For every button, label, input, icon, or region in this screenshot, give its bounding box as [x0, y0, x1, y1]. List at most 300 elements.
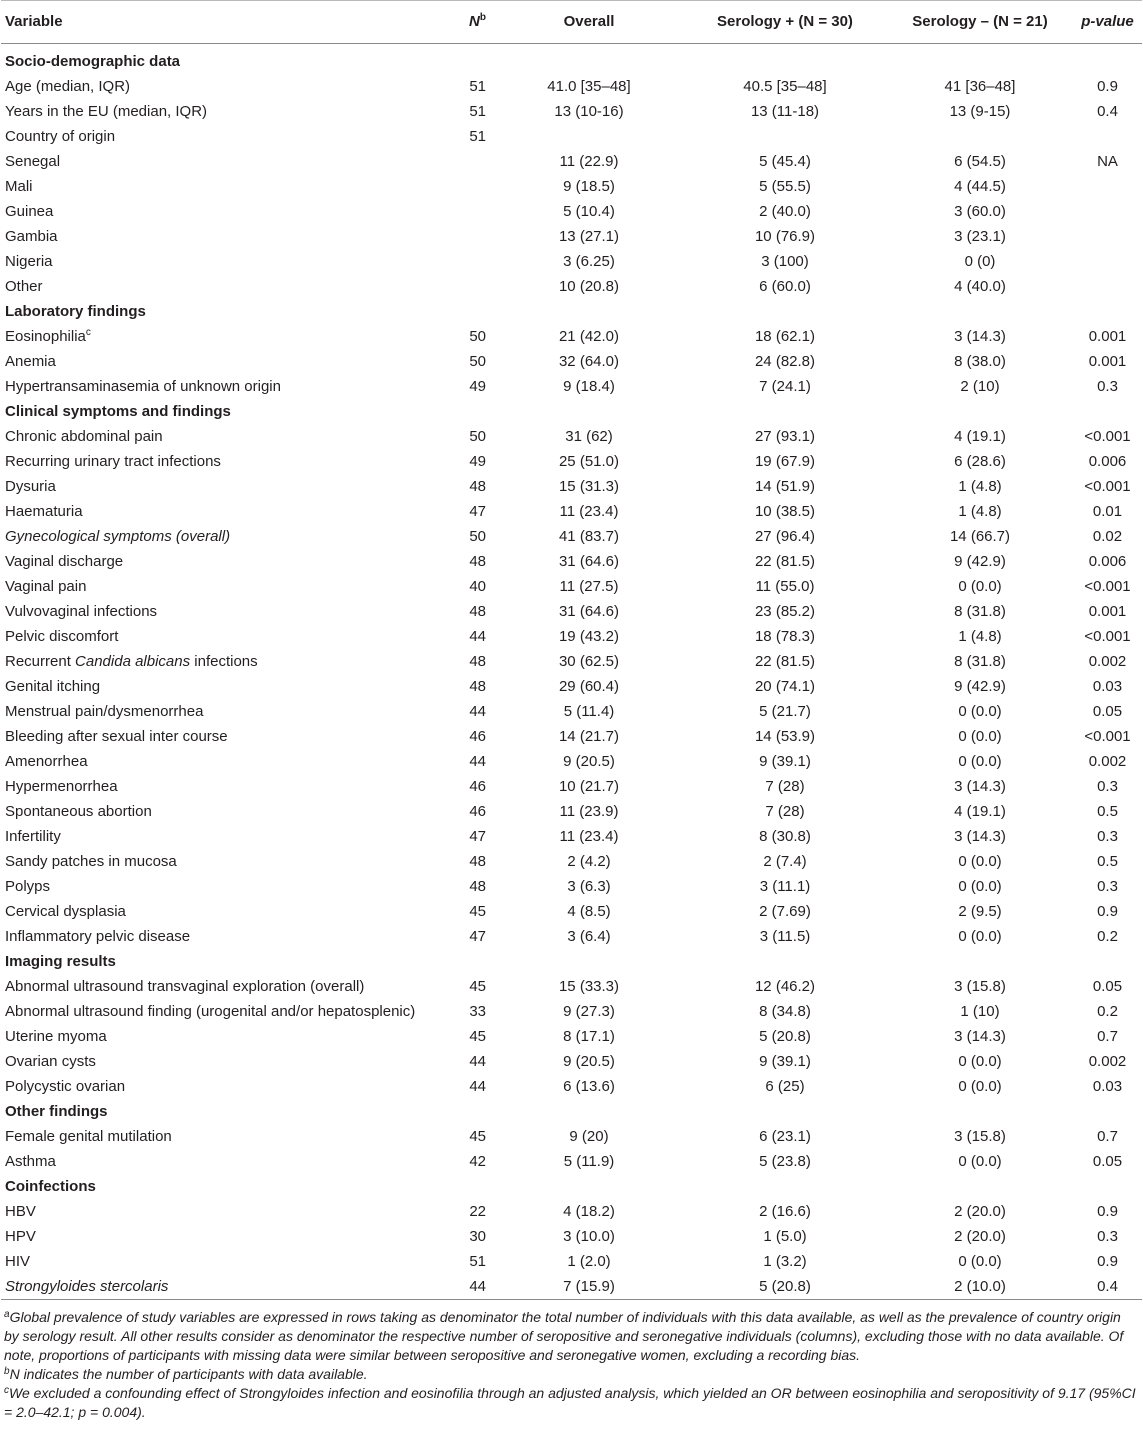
- overall-cell: 41 (83.7): [558, 528, 620, 545]
- overall-cell: 11 (23.9): [559, 803, 619, 820]
- table-row: [1, 424, 1142, 449]
- p-value-cell: 0.9: [1097, 1203, 1118, 1220]
- variable-label: Genital itching: [5, 678, 101, 695]
- table-row: [1, 1224, 1142, 1249]
- serology-positive-cell: 1 (5.0): [763, 1228, 807, 1245]
- serology-positive-cell: 6 (23.1): [759, 1128, 811, 1145]
- overall-cell: 10 (21.7): [558, 778, 620, 795]
- variable-cell: [1, 374, 433, 399]
- serology-negative-cell: 4 (40.0): [954, 278, 1006, 295]
- table-body: [1, 44, 1142, 1300]
- serology-positive-cell: 5 (21.7): [759, 703, 811, 720]
- variable-label: Cervical dysplasia: [5, 903, 126, 920]
- p-value-cell: [1073, 199, 1142, 224]
- variable-label-part: Candida albicans: [75, 653, 191, 670]
- p-value-cell: 0.3: [1097, 1228, 1118, 1245]
- overall-cell: 32 (64.0): [558, 353, 620, 370]
- n-cell: 48: [469, 678, 486, 695]
- n-cell: 50: [469, 428, 486, 445]
- variable-label: Infertility: [5, 828, 61, 845]
- overall-cell: 14 (21.7): [558, 728, 620, 745]
- n-cell: 30: [469, 1228, 486, 1245]
- serology-positive-cell: 13 (11-18): [750, 103, 820, 120]
- serology-positive-cell: 2 (40.0): [759, 203, 811, 220]
- serology-positive-cell: 22 (81.5): [754, 653, 816, 670]
- variable-label: HBV: [5, 1203, 36, 1220]
- table-row: [1, 124, 1142, 149]
- variable-label: Hypermenorrhea: [5, 778, 118, 795]
- table-row: [1, 1249, 1142, 1274]
- variable-cell: [1, 1024, 433, 1049]
- table-row: [1, 99, 1142, 124]
- overall-cell: 1 (2.0): [567, 1253, 611, 1270]
- overall-cell: 11 (27.5): [559, 578, 619, 595]
- table-row: [1, 599, 1142, 624]
- variable-label: Anemia: [5, 353, 56, 370]
- overall-cell: 21 (42.0): [558, 328, 620, 345]
- table-row: [1, 224, 1142, 249]
- n-cell: 49: [469, 378, 486, 395]
- variable-cell: [1, 499, 433, 524]
- p-value-cell: [1073, 174, 1142, 199]
- variable-cell: [1, 849, 433, 874]
- overall-cell: 11 (23.4): [559, 503, 619, 520]
- serology-negative-cell: 9 (42.9): [954, 553, 1006, 570]
- p-value-cell: 0.05: [1092, 703, 1123, 720]
- serology-positive-cell: 14 (51.9): [754, 478, 816, 495]
- p-value-cell: 0.05: [1092, 1153, 1123, 1170]
- overall-cell: 5 (11.9): [563, 1153, 615, 1170]
- serology-negative-cell: 4 (19.1): [954, 428, 1006, 445]
- n-cell: 42: [469, 1153, 486, 1170]
- header-variable: Variable: [1, 1, 433, 44]
- p-value-cell: [1073, 249, 1142, 274]
- header-serology-positive: Serology + (N = 30): [683, 1, 887, 44]
- n-cell: 44: [469, 1078, 486, 1095]
- p-value-cell: [1073, 124, 1142, 149]
- table-row: [1, 1074, 1142, 1099]
- table-row: [1, 849, 1142, 874]
- variable-label: HIV: [5, 1253, 31, 1270]
- variable-cell: [1, 1274, 433, 1300]
- p-value-cell: <0.001: [1084, 728, 1131, 745]
- serology-negative-cell: 4 (44.5): [954, 178, 1006, 195]
- overall-cell: 13 (10-16): [554, 103, 624, 120]
- overall-cell: 3 (6.25): [563, 253, 615, 270]
- serology-positive-cell: [683, 124, 887, 149]
- variable-cell: [1, 974, 433, 999]
- header-serology-negative: Serology – (N = 21): [887, 1, 1073, 44]
- section-heading: Other findings: [5, 1103, 108, 1120]
- serology-positive-cell: 6 (25): [765, 1078, 805, 1095]
- n-cell: 48: [469, 653, 486, 670]
- table-row: [1, 999, 1142, 1024]
- table-row: [1, 274, 1142, 299]
- variable-cell: [1, 474, 433, 499]
- overall-cell: 4 (18.2): [563, 1203, 615, 1220]
- p-value-cell: 0.001: [1088, 328, 1127, 345]
- serology-negative-cell: 3 (14.3): [954, 1028, 1006, 1045]
- variable-label: Female genital mutilation: [5, 1128, 172, 1145]
- table-row: [1, 774, 1142, 799]
- section-row: [1, 1099, 1142, 1124]
- variable-label: Years in the EU (median, IQR): [5, 103, 208, 120]
- n-cell: 51: [469, 78, 486, 95]
- n-cell: 22: [469, 1203, 486, 1220]
- table-row: [1, 1049, 1142, 1074]
- header-n: $N^b$: [433, 1, 495, 44]
- serology-positive-cell: 27 (93.1): [754, 428, 816, 445]
- n-cell: 48: [469, 878, 486, 895]
- section-row: [1, 299, 1142, 324]
- serology-negative-cell: 0 (0.0): [958, 753, 1002, 770]
- serology-negative-cell: 3 (14.3): [954, 828, 1006, 845]
- header-overall: Overall: [495, 1, 683, 44]
- overall-cell: 11 (22.9): [559, 153, 619, 170]
- variable-cell: [1, 449, 433, 474]
- overall-cell: 15 (31.3): [558, 478, 620, 495]
- serology-positive-cell: 5 (20.8): [759, 1028, 811, 1045]
- variable-cell: [1, 349, 433, 374]
- overall-cell: 25 (51.0): [558, 453, 620, 470]
- variable-cell: [1, 999, 433, 1024]
- variable-cell: [1, 599, 433, 624]
- overall-cell: 7 (15.9): [495, 1274, 683, 1300]
- serology-positive-cell: 5 (20.8): [683, 1274, 887, 1300]
- p-value-cell: <0.001: [1084, 478, 1131, 495]
- n-cell: 46: [469, 728, 486, 745]
- serology-positive-cell: 23 (85.2): [754, 603, 816, 620]
- variable-label: Vulvovaginal infections: [5, 603, 158, 620]
- variable-label: Sandy patches in mucosa: [5, 853, 177, 870]
- n-cell: [433, 274, 495, 299]
- variable-label: Polycystic ovarian: [5, 1078, 126, 1095]
- p-value-cell: <0.001: [1084, 578, 1131, 595]
- variable-label: Vaginal discharge: [5, 553, 124, 570]
- overall-cell: 31 (62): [565, 428, 613, 445]
- variable-label: Asthma: [5, 1153, 56, 1170]
- n-cell: 47: [469, 928, 486, 945]
- variable-label: Haematuria: [5, 503, 83, 520]
- variable-cell: [1, 1224, 433, 1249]
- n-cell: 51: [469, 1253, 486, 1270]
- section-heading: Clinical symptoms and findings: [5, 403, 231, 420]
- p-value-cell: 0.002: [1088, 653, 1127, 670]
- header-p-value: p-value: [1073, 1, 1142, 44]
- overall-cell: 4 (8.5): [567, 903, 611, 920]
- table-row: [1, 1149, 1142, 1174]
- overall-cell: 3 (6.3): [567, 878, 611, 895]
- serology-positive-cell: 3 (11.1): [759, 878, 811, 895]
- overall-cell: 5 (11.4): [563, 703, 615, 720]
- p-value-cell: 0.3: [1097, 378, 1118, 395]
- p-value-cell: 0.5: [1097, 853, 1118, 870]
- overall-cell: 3 (6.4): [567, 928, 611, 945]
- n-cell: 33: [469, 1003, 486, 1020]
- n-cell: 44: [469, 753, 486, 770]
- variable-cell: [1, 799, 433, 824]
- n-cell: 48: [469, 553, 486, 570]
- table-row: [1, 699, 1142, 724]
- table-row: [1, 1199, 1142, 1224]
- table-row: [1, 149, 1142, 174]
- variable-label: Abnormal ultrasound transvaginal exploration (overall): [5, 978, 365, 995]
- n-cell: [433, 249, 495, 274]
- overall-cell: 15 (33.3): [558, 978, 620, 995]
- serology-negative-cell: 0 (0.0): [958, 853, 1002, 870]
- section-row: [1, 1174, 1142, 1199]
- n-cell: [433, 174, 495, 199]
- variable-cell: [1, 124, 433, 149]
- variable-label: Pelvic discomfort: [5, 628, 119, 645]
- variable-label: Dysuria: [5, 478, 56, 495]
- serology-negative-cell: 3 (14.3): [954, 778, 1006, 795]
- variable-cell: [1, 1124, 433, 1149]
- variable-cell: [1, 99, 433, 124]
- footnote-mark: c: [85, 327, 91, 338]
- n-cell: 44: [469, 703, 486, 720]
- overall-cell: 19 (43.2): [558, 628, 620, 645]
- serology-positive-cell: 3 (100): [761, 253, 809, 270]
- serology-negative-cell: 0 (0.0): [958, 1078, 1002, 1095]
- serology-negative-cell: 41 [36–48]: [944, 78, 1016, 95]
- variable-label: Spontaneous abortion: [5, 803, 152, 820]
- variable-cell: [1, 249, 433, 274]
- serology-negative-cell: 0 (0.0): [958, 878, 1002, 895]
- table-row: [1, 549, 1142, 574]
- footnote: [4, 1308, 1139, 1365]
- variable-cell: [1, 874, 433, 899]
- serology-positive-cell: 5 (55.5): [759, 178, 811, 195]
- table-row: [1, 474, 1142, 499]
- serology-positive-cell: 7 (28): [765, 778, 805, 795]
- variable-label: Menstrual pain/dysmenorrhea: [5, 703, 204, 720]
- serology-positive-cell: 19 (67.9): [754, 453, 816, 470]
- n-cell: 49: [469, 453, 486, 470]
- variable-label: Eosinophilia: [5, 328, 86, 345]
- serology-positive-cell: 8 (34.8): [759, 1003, 811, 1020]
- footnote: [4, 1365, 1139, 1384]
- p-value-cell: [1073, 274, 1142, 299]
- serology-negative-cell: 0 (0.0): [958, 1153, 1002, 1170]
- serology-negative-cell: 2 (10.0): [887, 1274, 1073, 1300]
- footnote-text: Global prevalence of study variables are expressed in rows taking as denominator the total number of individuals with this data available, as well as the prevalence of country origin by serology result. All other results consider as denominator the respective number of seropositive and seronegative individuals (columns), excluding those with no data available. Of note, proportions of participants with missing data were similar between seropositive and seronegative women, excluding a recording bias.: [4, 1309, 1124, 1363]
- n-cell: 47: [469, 828, 486, 845]
- variable-cell: [1, 74, 433, 99]
- n-cell: 51: [469, 128, 486, 145]
- overall-cell: 29 (60.4): [558, 678, 620, 695]
- variable-label: Vaginal pain: [5, 578, 87, 595]
- variable-label: Other: [5, 278, 43, 295]
- serology-positive-cell: 8 (30.8): [759, 828, 811, 845]
- variable-cell: [1, 624, 433, 649]
- p-value-cell: 0.002: [1088, 1053, 1127, 1070]
- table-row: [1, 374, 1142, 399]
- p-value-cell: 0.3: [1097, 778, 1118, 795]
- serology-negative-cell: 2 (10): [960, 378, 1000, 395]
- serology-positive-cell: 22 (81.5): [754, 553, 816, 570]
- footnote-text: N indicates the number of participants with data available.: [9, 1366, 368, 1382]
- table-row: [1, 524, 1142, 549]
- variable-label: HPV: [5, 1228, 36, 1245]
- overall-cell: 13 (27.1): [558, 228, 620, 245]
- p-value-cell: 0.002: [1088, 753, 1127, 770]
- serology-negative-cell: 8 (31.8): [954, 603, 1006, 620]
- serology-negative-cell: 2 (9.5): [958, 903, 1002, 920]
- variable-label: Polyps: [5, 878, 51, 895]
- variable-cell: [1, 924, 433, 949]
- variable-cell: [1, 174, 433, 199]
- serology-negative-cell: 0 (0.0): [958, 1253, 1002, 1270]
- p-value-cell: 0.7: [1097, 1028, 1118, 1045]
- overall-cell: 3 (10.0): [563, 1228, 615, 1245]
- variable-label: Strongyloides stercolaris: [5, 1278, 169, 1295]
- overall-cell: 9 (20.5): [563, 753, 615, 770]
- table-row: [1, 1024, 1142, 1049]
- p-value-cell: 0.7: [1097, 1128, 1118, 1145]
- serology-negative-cell: 3 (15.8): [954, 978, 1006, 995]
- variable-label: Amenorrhea: [5, 753, 88, 770]
- overall-cell: 9 (20.5): [563, 1053, 615, 1070]
- table-row: [1, 824, 1142, 849]
- serology-negative-cell: 0 (0): [964, 253, 996, 270]
- footnote-label: a: [4, 1309, 10, 1320]
- serology-negative-cell: 9 (42.9): [954, 678, 1006, 695]
- serology-negative-cell: 3 (23.1): [954, 228, 1006, 245]
- serology-positive-cell: 27 (96.4): [754, 528, 816, 545]
- section-heading: Socio-demographic data: [5, 53, 181, 70]
- variable-label: Gynecological symptoms (overall): [5, 528, 231, 545]
- p-value-cell: 0.3: [1097, 828, 1118, 845]
- serology-positive-cell: 5 (45.4): [759, 153, 811, 170]
- overall-cell: 9 (18.5): [563, 178, 615, 195]
- table-row: [1, 624, 1142, 649]
- n-cell: 45: [469, 1128, 486, 1145]
- serology-positive-cell: 7 (28): [765, 803, 805, 820]
- variable-label: Age (median, IQR): [5, 78, 131, 95]
- footnote-text: We excluded a confounding effect of Strongyloides infection and eosinofilia through an adjusted analysis, which yielded an OR between eosinophilia and seropositivity of 9.17 (95%CI = 2.0–42.1; p = 0.004).: [4, 1385, 1136, 1420]
- serology-positive-cell: 40.5 [35–48]: [743, 78, 827, 95]
- overall-cell: 31 (64.6): [558, 553, 620, 570]
- serology-negative-cell: 3 (60.0): [954, 203, 1006, 220]
- serology-negative-cell: 4 (19.1): [954, 803, 1006, 820]
- variable-label: Chronic abdominal pain: [5, 428, 163, 445]
- serology-negative-cell: [887, 124, 1073, 149]
- section-row: [1, 44, 1142, 75]
- n-cell: 51: [469, 103, 486, 120]
- table-row: [1, 174, 1142, 199]
- variable-cell: [1, 649, 433, 674]
- variable-cell: [1, 1074, 433, 1099]
- n-cell: 45: [469, 978, 486, 995]
- n-cell: 48: [469, 478, 486, 495]
- variable-label-part: infections: [190, 653, 258, 670]
- variable-label: Hypertransaminasemia of unknown origin: [5, 378, 281, 395]
- overall-cell: 9 (20): [569, 1128, 609, 1145]
- serology-negative-cell: 0 (0.0): [958, 703, 1002, 720]
- variable-cell: [1, 149, 433, 174]
- variable-label: Recurring urinary tract infections: [5, 453, 221, 470]
- serology-positive-cell: 9 (39.1): [759, 1053, 811, 1070]
- n-cell: 47: [469, 503, 486, 520]
- p-value-cell: 0.001: [1088, 353, 1127, 370]
- variable-label: Uterine myoma: [5, 1028, 107, 1045]
- serology-positive-cell: 6 (60.0): [759, 278, 811, 295]
- overall-cell: 41.0 [35–48]: [547, 78, 631, 95]
- variable-cell: [1, 424, 433, 449]
- n-cell: 50: [469, 353, 486, 370]
- variable-label: Guinea: [5, 203, 54, 220]
- serology-positive-cell: 5 (23.8): [759, 1153, 811, 1170]
- section-row: [1, 949, 1142, 974]
- n-cell: 50: [469, 328, 486, 345]
- n-cell: 46: [469, 803, 486, 820]
- overall-cell: 6 (13.6): [563, 1078, 615, 1095]
- variable-cell: [1, 724, 433, 749]
- table-row: [1, 749, 1142, 774]
- overall-cell: [495, 124, 683, 149]
- table-row: [1, 674, 1142, 699]
- serology-positive-cell: 2 (7.69): [759, 903, 811, 920]
- p-value-cell: 0.03: [1092, 1078, 1123, 1095]
- footnote-label: c: [4, 1385, 9, 1396]
- p-value-cell: 0.4: [1097, 103, 1118, 120]
- p-value-cell: 0.006: [1088, 553, 1127, 570]
- table-row: [1, 499, 1142, 524]
- table-row: [1, 574, 1142, 599]
- serology-negative-cell: 2 (20.0): [954, 1228, 1006, 1245]
- table-row: [1, 924, 1142, 949]
- table-row: [1, 349, 1142, 374]
- serology-negative-cell: 0 (0.0): [958, 928, 1002, 945]
- table-row: [1, 874, 1142, 899]
- serology-positive-cell: 1 (3.2): [763, 1253, 807, 1270]
- serology-positive-cell: 18 (78.3): [754, 628, 816, 645]
- variable-label: Country of origin: [5, 128, 116, 145]
- variable-cell: [1, 549, 433, 574]
- serology-positive-cell: 12 (46.2): [754, 978, 816, 995]
- overall-cell: 9 (27.3): [563, 1003, 615, 1020]
- p-value-cell: 0.03: [1092, 678, 1123, 695]
- n-cell: [433, 149, 495, 174]
- n-cell: 48: [469, 853, 486, 870]
- serology-positive-cell: 10 (76.9): [754, 228, 816, 245]
- table-row: [1, 724, 1142, 749]
- p-value-cell: 0.006: [1088, 453, 1127, 470]
- serology-negative-cell: 13 (9-15): [949, 103, 1011, 120]
- serology-negative-cell: 1 (4.8): [958, 503, 1002, 520]
- overall-cell: 31 (64.6): [558, 603, 620, 620]
- p-value-cell: 0.9: [1097, 1253, 1118, 1270]
- serology-negative-cell: 6 (54.5): [954, 153, 1006, 170]
- serology-negative-cell: 8 (38.0): [954, 353, 1006, 370]
- serology-negative-cell: 0 (0.0): [958, 728, 1002, 745]
- variable-cell: [1, 1199, 433, 1224]
- serology-positive-cell: 2 (7.4): [763, 853, 807, 870]
- p-value-cell: 0.9: [1097, 78, 1118, 95]
- variable-cell: [1, 324, 433, 349]
- variable-cell: [1, 899, 433, 924]
- n-cell: 50: [469, 528, 486, 545]
- n-cell: 44: [469, 1053, 486, 1070]
- table-row: [1, 1124, 1142, 1149]
- variable-label: Mali: [5, 178, 33, 195]
- serology-negative-cell: 14 (66.7): [949, 528, 1011, 545]
- serology-positive-cell: 14 (53.9): [754, 728, 816, 745]
- serology-negative-cell: 6 (28.6): [954, 453, 1006, 470]
- n-cell: 48: [469, 603, 486, 620]
- overall-cell: 5 (10.4): [563, 203, 615, 220]
